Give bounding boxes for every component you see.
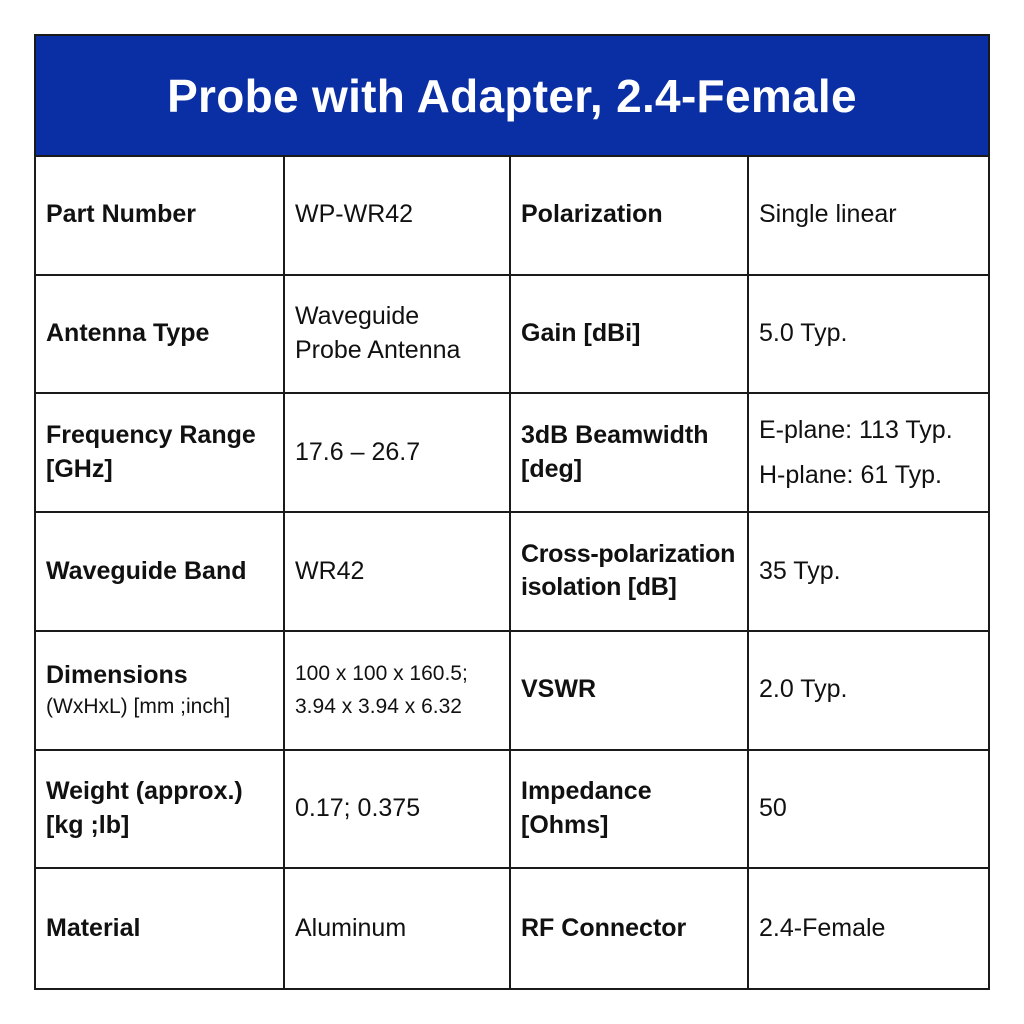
value-line: 0.17; 0.375	[295, 794, 421, 823]
label-line: Material	[46, 913, 141, 942]
row-6-right-label	[511, 751, 749, 870]
label-line: [GHz]	[46, 454, 113, 483]
row-5-left-label	[36, 632, 285, 751]
label-line: VSWR	[521, 675, 596, 704]
row-1-left-value	[285, 157, 511, 276]
label-line: Polarization	[521, 200, 663, 229]
row-7-right-value	[749, 869, 988, 988]
title-banner	[36, 36, 988, 157]
row-2-left-label	[36, 276, 285, 395]
row-4-right-value	[749, 513, 988, 632]
row-4-left-label	[36, 513, 285, 632]
value-line: 35 Typ.	[759, 556, 841, 585]
label-line: [kg ;lb]	[46, 810, 130, 839]
row-1-right-label	[511, 157, 749, 276]
row-7-right-label	[511, 869, 749, 988]
row-5-left-value	[285, 632, 511, 751]
value-line: H-plane: 61 Typ.	[759, 460, 942, 489]
value-line: WP-WR42	[295, 200, 414, 229]
value-line: 5.0 Typ.	[759, 319, 848, 348]
row-3-right-value	[749, 394, 988, 513]
spec-sheet	[34, 34, 990, 990]
label-line: Cross-polarization	[521, 539, 736, 568]
label-line: (WxHxL) [mm ;inch]	[46, 694, 231, 718]
value-line: Aluminum	[295, 913, 407, 942]
label-line: RF Connector	[521, 913, 687, 942]
row-6-left-label	[36, 751, 285, 870]
value-line: 17.6 – 26.7	[295, 437, 421, 466]
value-line: 3.94 x 3.94 x 6.32	[295, 695, 462, 719]
label-line: Weight (approx.)	[46, 777, 243, 806]
label-line: isolation [dB]	[521, 573, 677, 602]
label-line: Waveguide Band	[46, 556, 247, 585]
label-line: Impedance	[521, 777, 652, 806]
value-line: E-plane: 113 Typ.	[759, 415, 953, 444]
value-line: Probe Antenna	[295, 336, 461, 365]
label-line: Gain [dBi]	[521, 319, 641, 348]
label-line: Part Number	[46, 200, 197, 229]
value-line: WR42	[295, 556, 365, 585]
row-5-right-label	[511, 632, 749, 751]
label-line: Antenna Type	[46, 319, 210, 348]
row-3-left-value	[285, 394, 511, 513]
label-line: [Ohms]	[521, 810, 609, 839]
row-6-left-value	[285, 751, 511, 870]
row-1-left-label	[36, 157, 285, 276]
row-2-left-value	[285, 276, 511, 395]
row-5-right-value	[749, 632, 988, 751]
label-line: Dimensions	[46, 661, 188, 690]
value-line: 2.0 Typ.	[759, 675, 848, 704]
row-6-right-value	[749, 751, 988, 870]
row-3-left-label	[36, 394, 285, 513]
row-2-right-label	[511, 276, 749, 395]
label-line: [deg]	[521, 454, 583, 483]
row-4-right-label	[511, 513, 749, 632]
row-7-left-value	[285, 869, 511, 988]
row-4-left-value	[285, 513, 511, 632]
value-line: 50	[759, 794, 787, 823]
row-3-right-label	[511, 394, 749, 513]
label-line: Frequency Range	[46, 421, 256, 450]
spec-table	[36, 157, 988, 988]
value-line: Single linear	[759, 200, 897, 229]
row-1-right-value	[749, 157, 988, 276]
row-2-right-value	[749, 276, 988, 395]
value-line: Waveguide	[295, 302, 420, 331]
value-line: 100 x 100 x 160.5;	[295, 661, 468, 685]
page-title: Probe with Adapter, 2.4-Female	[167, 69, 857, 122]
label-line: 3dB Beamwidth	[521, 421, 709, 450]
row-7-left-label	[36, 869, 285, 988]
value-line: 2.4-Female	[759, 913, 886, 942]
